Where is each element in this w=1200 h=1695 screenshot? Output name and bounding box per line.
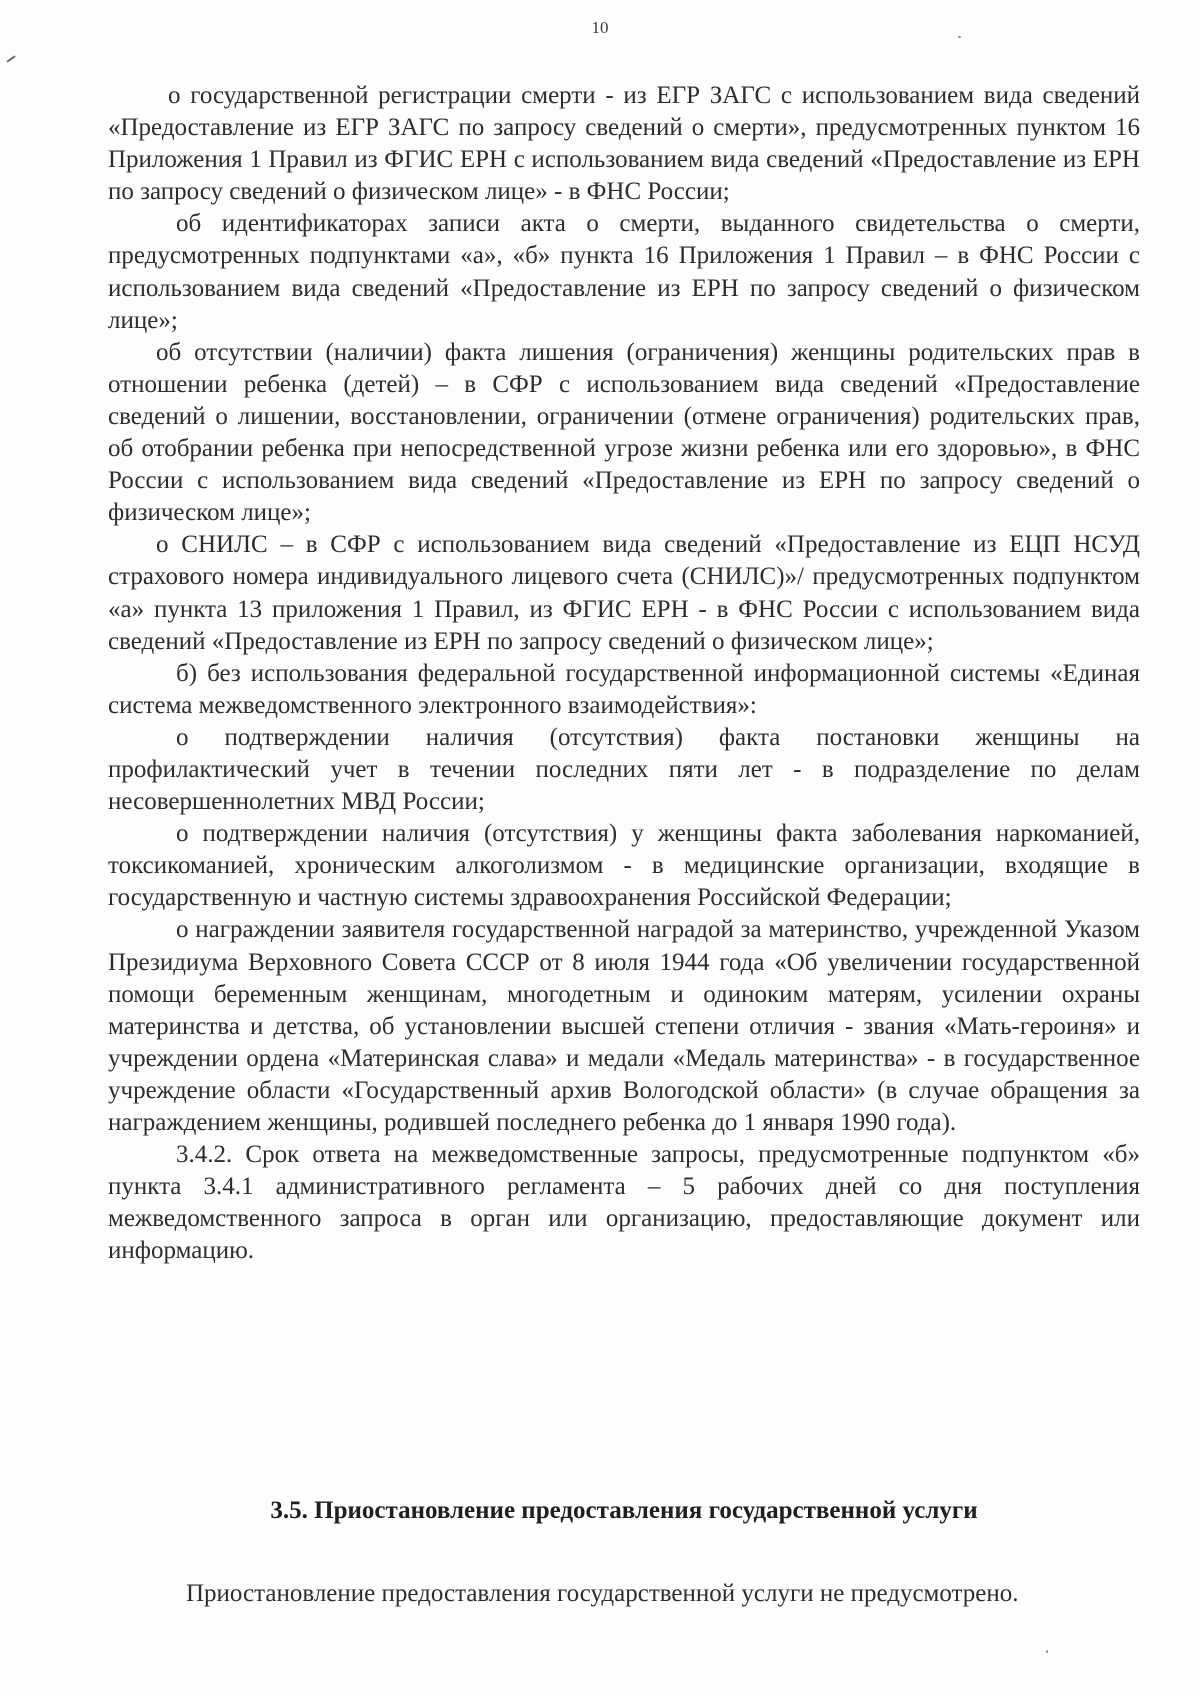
paragraph-parental-rights: об отсутствии (наличии) факта лишения (ограничения) женщины родительских прав в отношении ребенка (детей) – в СФР с использованием вида сведений «Предоставление сведений о лишении, восстановлении, ограничении (отмене ограничения) родительских прав, об отобрании ребенка при непосредственной угрозе жизни ребенка или его здоровью», в ФНС России с использованием вида сведений «Предоставление из ЕРН по запросу сведений о физическом лице»;: [108, 338, 1140, 527]
section-text: Приостановление предоставления государственной услуги не предусмотрено.: [186, 1580, 1019, 1607]
scan-mark: [6, 55, 15, 62]
paragraph-without-smev: б) без использования федеральной государственной информационной системы «Единая система межведомственного электронного взаимодействия»:: [108, 659, 1140, 719]
paragraph-death-identifiers: об идентификаторах записи акта о смерти, выданного свидетельства о смерти, предусмотренных подпунктами «а», «б» пункта 16 Приложения 1 Правил – в ФНС России с использованием вида сведений «Предоставление из ЕРН по запросу сведений о физическом лице»;: [108, 210, 1140, 334]
paragraph-preventive-record: о подтверждении наличия (отсутствия) факта постановки женщины на профилактический учет в течении последних пяти лет - в подразделение по делам несовершеннолетних МВД России;: [108, 723, 1140, 816]
paragraph-response-term: 3.4.2. Срок ответа на межведомственные запросы, предусмотренные подпунктом «б» пункта 3.4.1 административного регламента – 5 рабочих дней со дня поступления межведомственного запроса в орган или организацию, предоставляющие документ или информацию.: [108, 1141, 1140, 1265]
document-body: [108, 80, 1140, 1267]
paragraph-death-registration: о государственной регистрации смерти - из ЕГР ЗАГС с использованием вида сведений «Предоставление из ЕГР ЗАГС по запросу сведений о смерти», предусмотренных пунктом 16 Приложения 1 Правил из ФГИС ЕРН с использованием вида сведений «Предоставление из ЕРН по запросу сведений о физическом лице» - в ФНС России;: [108, 82, 1140, 206]
paragraph-state-award: о награждении заявителя государственной наградой за материнство, учрежденной Указом Президиума Верховного Совета СССР от 8 июля 1944 года «Об увеличении государственной помощи беременным женщинам, многодетным и одиноким матерям, усилении охраны материнства и детства, об установлении высшей степени отличия - звания «Мать-героиня» и учреждении ордена «Материнская слава» и медали «Медаль материнства» - в государственное учреждение области «Государственный архив Вологодской области» (в случае обращения за награждением женщины, родившей последнего ребенка до 1 января 1990 года).: [108, 916, 1140, 1136]
paragraph-snils: о СНИЛС – в СФР с использованием вида сведений «Предоставление из ЕЦП НСУД страхового номера индивидуального лицевого счета (СНИЛС)»/ предусмотренных подпунктом «а» пункта 13 приложения 1 Правил, из ФГИС ЕРН - в ФНС России с использованием вида сведений «Предоставление из ЕРН по запросу сведений о физическом лице»;: [108, 531, 1140, 655]
page-number: 10: [591, 18, 609, 37]
paragraph-addiction: о подтверждении наличия (отсутствия) у женщины факта заболевания наркоманией, токсикоманией, хроническим алкоголизмом - в медицинские организации, входящие в государственную и частную системы здравоохранения Российской Федерации;: [108, 820, 1140, 912]
scan-speck: [1046, 1650, 1048, 1653]
section-heading: 3.5. Приостановление предоставления государственной услуги: [270, 1497, 978, 1524]
